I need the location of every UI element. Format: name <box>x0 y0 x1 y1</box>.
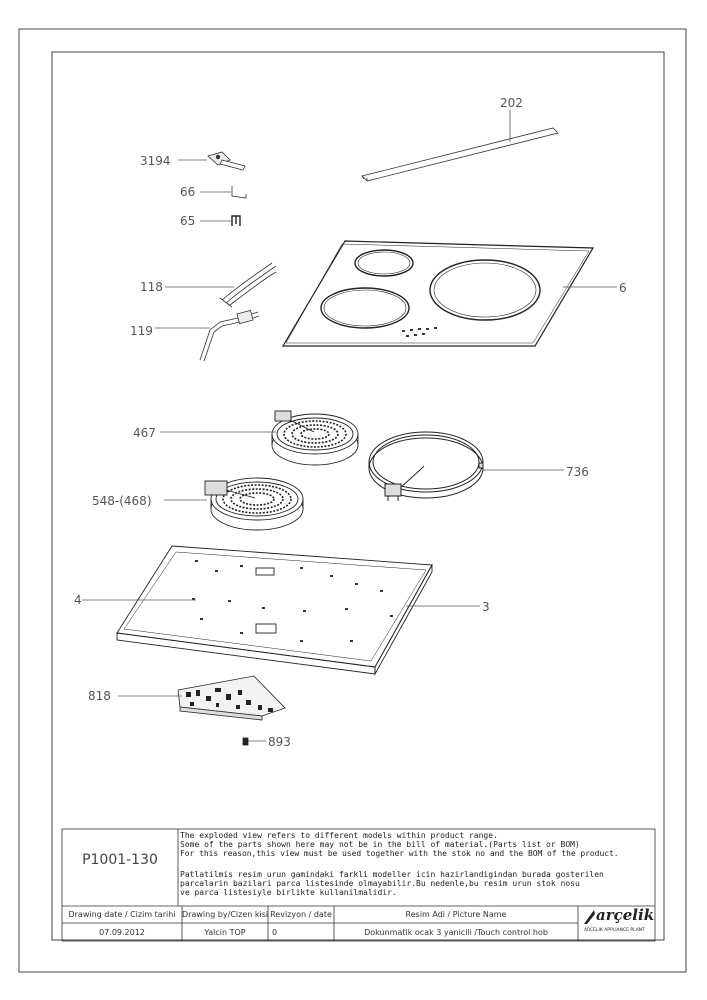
header-drawing-by: Drawing by/Cizen kisi <box>182 910 269 919</box>
part-818-control-board <box>118 676 285 720</box>
callout-66: 66 <box>180 185 196 199</box>
part-736-heater-ring <box>369 432 564 501</box>
note-en-line-2: Some of the parts shown here may not be in the bill of material.(Parts list or BOM) <box>180 840 580 849</box>
callout-4: 4 <box>74 593 82 607</box>
part-202-trim-strip <box>362 110 558 181</box>
callout-467: 467 <box>133 426 156 440</box>
header-picture-name: Resim Adi / Picture Name <box>405 910 507 919</box>
callout-119: 119 <box>130 324 153 338</box>
callout-818: 818 <box>88 689 111 703</box>
value-drawing-by: Yalcin TOP <box>204 928 246 937</box>
part-3-bottom-housing <box>117 546 480 674</box>
value-picture-name: Dokunmatik ocak 3 yanicili /Touch control hob <box>364 928 548 937</box>
drawing-number: P1001-130 <box>82 852 158 868</box>
callout-736: 736 <box>566 465 589 479</box>
part-893-connector <box>243 738 266 745</box>
part-3194-bracket <box>178 152 245 170</box>
part-118-cable-set <box>165 263 276 307</box>
value-drawing-date: 07.09.2012 <box>99 928 145 937</box>
note-tr-line-1: Patlatilmis resim urun gamindaki farkli modeller icin hazirlandigindan burada gosterilen <box>180 870 604 879</box>
note-tr-line-3: ve parca listesiyle birlikte kullanilmalidir. <box>180 888 397 897</box>
logo-word: arçelik <box>596 906 655 924</box>
callout-118: 118 <box>140 280 163 294</box>
note-en-line-3: For this reason,this view must be used together with the stok no and the BOM of the product. <box>180 849 619 858</box>
callout-893: 893 <box>268 735 291 749</box>
header-revision: Revizyon / date <box>270 910 332 919</box>
callout-548: 548-(468) <box>92 494 152 508</box>
callout-3: 3 <box>482 600 490 614</box>
value-revision: 0 <box>272 928 278 937</box>
note-en-line-1: The exploded view refers to different models within product range. <box>180 831 498 840</box>
part-65-clip <box>200 216 240 226</box>
header-drawing-date: Drawing date / Cizim tarihi <box>68 910 176 919</box>
callout-202: 202 <box>500 96 523 110</box>
part-119-mains-cable <box>155 310 259 361</box>
part-467-small-radiant-heater <box>160 411 358 465</box>
part-548-large-radiant-heater <box>164 478 303 530</box>
callout-65: 65 <box>180 214 196 228</box>
callout-3194: 3194 <box>140 154 171 168</box>
logo-tagline: ARCELIK APPLIANCE PLANT <box>584 928 645 933</box>
callout-6: 6 <box>619 281 627 295</box>
part-66-clip <box>200 186 246 198</box>
logo-mark-icon <box>582 908 596 926</box>
part-6-glass-ceramic-top <box>283 241 617 346</box>
note-tr-line-2: parcalarin bazilari parca listesinde olmayabilir.Bu nedenle,bu resim urun stok nosu <box>180 879 580 888</box>
